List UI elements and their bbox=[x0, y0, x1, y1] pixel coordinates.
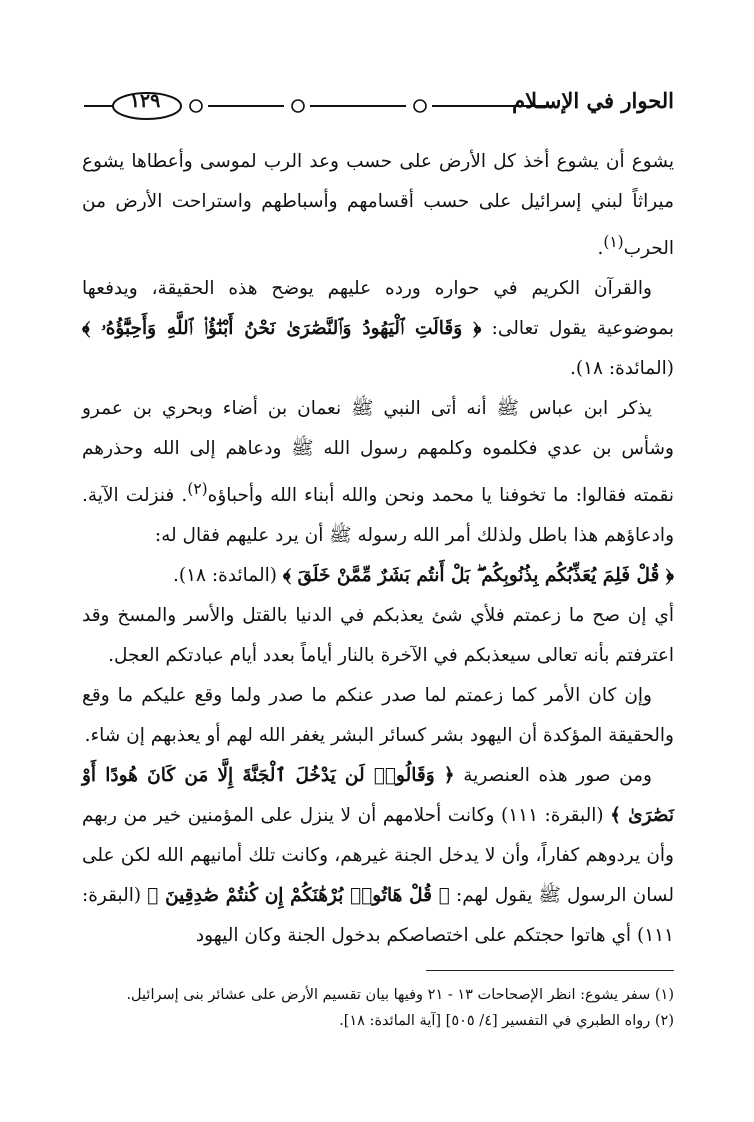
running-title: الحوار في الإسـلام bbox=[512, 88, 674, 113]
paragraph: يشوع أن يشوع أخذ كل الأرض على حسب وعد الرب لموسى وأعطاها يشوع ميراثاً لبني إسرائيل على حسب أقسامهم وأسباطهم واستراحت الأرض من الحرب$^{(١)}$. bbox=[82, 151, 674, 260]
quran-verse: ﴿ قُلْ فَلِمَ يُعَذِّبُكُم بِذُنُوبِكُم ۖ بَلْ أَنتُم بَشَرٌ مِّمَّنْ خَلَقَ ﴾ bbox=[282, 565, 674, 587]
quran-verse: ﴿ قُلْ هَاتُوا۟ بُرْهَٰنَكُمْ إِن كُنتُمْ صَٰدِقِينَ ﴾ bbox=[147, 885, 450, 907]
paragraph: أي إن صح ما زعمتم فلأي شئ يعذبكم في الدنيا بالقتل والأسر والمسخ وقد اعترفتم بأنه تعالى سيعذبكم في الآخرة بالنار أياماً بعدد أيام عبادتكم العجل. bbox=[82, 605, 674, 667]
quran-verse: ﴿ وَقَالُوا۟ لَن يَدْخُلَ ٱلْجَنَّةَ إِلَّا مَن كَانَ هُودًا أَوْ نَصَٰرَىٰ ﴾ bbox=[82, 765, 674, 827]
paragraph: والقرآن الكريم في حواره ورده عليهم يوضح هذه الحقيقة، ويدفعها بموضوعية يقول تعالى: ﴿ وَقَالَتِ ٱلْيَهُودُ وَٱلنَّصَٰرَىٰ نَحْنُ أَبْنَٰٓؤُا۟ ٱللَّهِ وَأَحِبَّٰٓؤُهُۥ ﴾ (المائدة: ١٨). bbox=[82, 278, 674, 380]
footnote-ref: (١) bbox=[603, 233, 624, 251]
footnote-ref: (٢) bbox=[187, 480, 208, 499]
footnotes bbox=[82, 982, 674, 1034]
footnote-separator bbox=[426, 970, 674, 971]
quran-verse: ﴿ وَقَالَتِ ٱلْيَهُودُ وَٱلنَّصَٰرَىٰ نَحْنُ أَبْنَٰٓؤُا۟ ٱللَّهِ وَأَحِبَّٰٓؤُهُۥ ﴾ bbox=[82, 318, 482, 340]
paragraph bbox=[82, 556, 674, 596]
paragraph: وإن كان الأمر كما زعمتم لما صدر عنكم ما صدر ولما وقع عليكم ما وقع والحقيقة المؤكدة أن اليهود بشر كسائر البشر يغفر الله لهم أو يعذبهم إن شاء. bbox=[82, 685, 674, 747]
paragraph: ومن صور هذه العنصرية ﴿ وَقَالُوا۟ لَن يَدْخُلَ ٱلْجَنَّةَ إِلَّا مَن كَانَ هُودًا أَوْ نَصَٰرَىٰ ﴾ (البقرة: ١١١) وكانت أحلامهم أن لا ينزل على المؤمنين خير من ربهم وأن يردوهم كفاراً، وأن لا يدخل الجنة غيرهم، وكانت تلك أمانيهم الله لكن على لسان الرسول ﷺ يقول لهم: ﴿ قُلْ هَاتُوا۟ بُرْهَٰنَكُمْ إِن كُنتُمْ صَٰدِقِينَ ﴾ (البقرة: ١١١) أي هاتوا حجتكم على اختصاصكم بدخول الجنة وكان اليهود bbox=[82, 765, 675, 947]
page-header bbox=[84, 88, 674, 124]
paragraph: يذكر ابن عباس ﷺ أنه أتى النبي ﷺ نعمان بن أضاء وبحري بن عمرو وشأس بن عدي فكلموه وكلمهم رسول الله ﷺ ودعاهم إلى الله وحذرهم نقمته فقالوا: ما تخوفنا يا محمد ونحن والله أبناء الله وأحباؤه$^{(٢)}$. فنزلت الآية. وادعاؤهم هذا باطل ولذلك أمر الله رسوله ﷺ أن يرد عليهم فقال له: bbox=[82, 398, 674, 547]
verse-reference: (البقرة: ١١١) bbox=[500, 805, 604, 827]
footnote-1: (١) سفر يشوع: انظر الإصحاحات ١٣ - ٢١ وفيها بيان تقسيم الأرض على عشائر بنى إسرائيل. bbox=[126, 987, 674, 1003]
verse-reference: (المائدة: ١٨). bbox=[570, 358, 674, 380]
verse-reference: (البقرة: ١١١) bbox=[82, 885, 674, 947]
page-number: ١٢٩ bbox=[129, 90, 161, 112]
footnote-2: (٢) رواه الطبري في التفسير [٤/ ٥٠٥] [آية المائدة: ١٨]. bbox=[339, 1013, 674, 1029]
verse-reference: (المائدة: ١٨). bbox=[172, 565, 277, 587]
main-text bbox=[82, 142, 674, 956]
